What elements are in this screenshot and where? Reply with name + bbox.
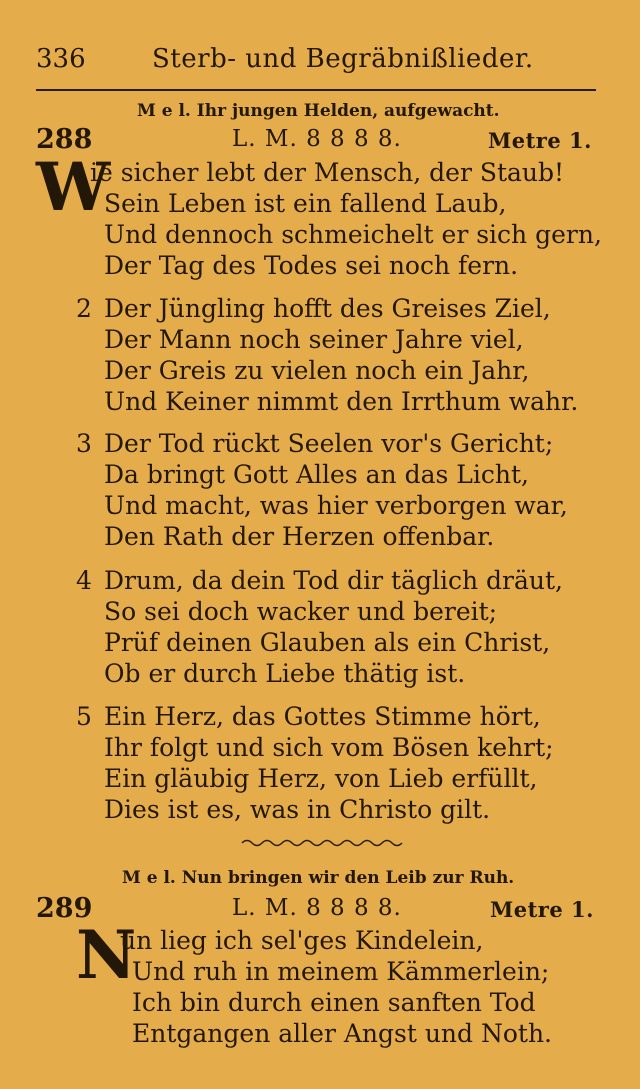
page-number: 336 [36, 44, 86, 74]
verse-line: Und ruh in meinem Kämmerlein; [132, 957, 550, 986]
verse-line: Sein Leben ist ein fallend Laub, [104, 189, 507, 218]
verse-line: Den Rath der Herzen offenbar. [104, 522, 495, 551]
hymn-number: 288 [36, 124, 93, 155]
melody-line: M e l. Ihr jungen Helden, aufgewacht. [137, 101, 500, 121]
verse-line: ie sicher lebt der Mensch, der Staub! [90, 158, 565, 187]
verse-line: Ob er durch Liebe thätig ist. [104, 659, 466, 688]
verse-line: un lieg ich sel'ges Kindelein, [120, 926, 484, 955]
verse-line: Ich bin durch einen sanften Tod [132, 988, 536, 1017]
verse-line: Und macht, was hier verborgen war, [104, 491, 568, 520]
hymn-number: 289 [36, 893, 93, 924]
drop-cap: N [76, 916, 137, 994]
drop-cap: W [36, 148, 111, 226]
meter-label: L. M. 8 8 8 8. [232, 895, 402, 921]
verse-line: Ein gläubig Herz, von Lieb erfüllt, [104, 764, 538, 793]
stanza-number: 2 [76, 294, 92, 323]
verse-line: Und dennoch schmeichelt er sich gern, [104, 220, 602, 249]
verse-line: Der Mann noch seiner Jahre viel, [104, 325, 524, 354]
verse-line: Da bringt Gott Alles an das Licht, [104, 460, 529, 489]
ornamental-divider [240, 836, 410, 850]
verse-line: Und Keiner nimmt den Irrthum wahr. [104, 387, 579, 416]
stanza-number: 5 [76, 702, 92, 731]
verse-line: Der Tag des Todes sei noch fern. [104, 251, 519, 280]
stanza-number: 3 [76, 429, 92, 458]
melody-line: M e l. Nun bringen wir den Leib zur Ruh. [122, 868, 515, 888]
verse-line: Der Tod rückt Seelen vor's Gericht; [104, 429, 554, 458]
header-rule [36, 89, 596, 91]
running-title: Sterb- und Begräbnißlieder. [152, 44, 534, 74]
verse-line: Entgangen aller Angst und Noth. [132, 1019, 552, 1048]
metre-label: Metre 1. [490, 897, 594, 922]
meter-label: L. M. 8 8 8 8. [232, 126, 402, 152]
verse-line: Drum, da dein Tod dir täglich dräut, [104, 566, 563, 595]
verse-line: Dies ist es, was in Christo gilt. [104, 795, 491, 824]
metre-label: Metre 1. [488, 128, 592, 153]
verse-line: Ein Herz, das Gottes Stimme hört, [104, 702, 541, 731]
verse-line: Prüf deinen Glauben als ein Christ, [104, 628, 551, 657]
verse-line: So sei doch wacker und bereit; [104, 597, 498, 626]
stanza-number: 4 [76, 566, 92, 595]
verse-line: Ihr folgt und sich vom Bösen kehrt; [104, 733, 554, 762]
verse-line: Der Jüngling hofft des Greises Ziel, [104, 294, 551, 323]
verse-line: Der Greis zu vielen noch ein Jahr, [104, 356, 530, 385]
